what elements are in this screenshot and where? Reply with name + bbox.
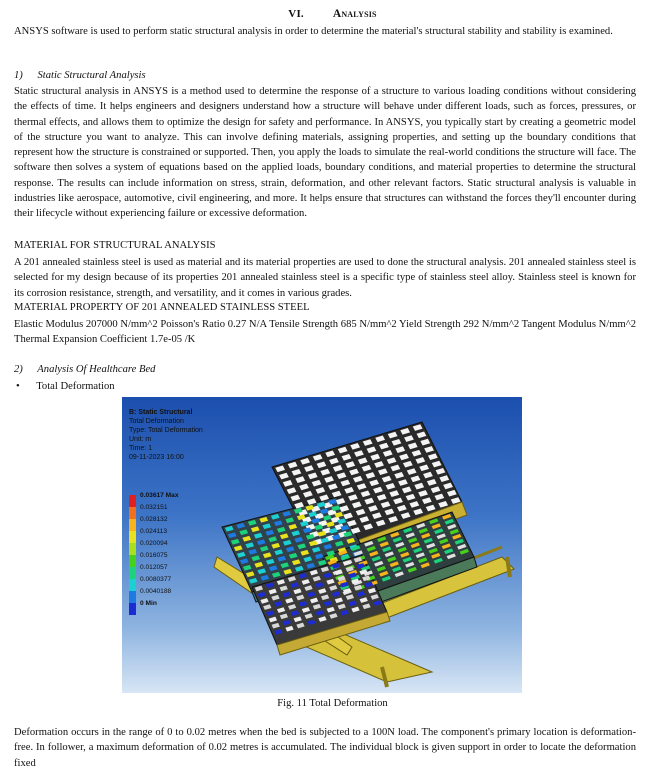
figure-caption: Fig. 11 Total Deformation (277, 698, 388, 709)
legend-header-line: 09-11-2023 16:00 (129, 454, 184, 461)
subsection-healthcare-bed (14, 364, 155, 375)
material-heading: MATERIAL FOR STRUCTURAL ANALYSIS (14, 240, 216, 251)
legend-header-line: Type: Total Deformation (129, 427, 203, 434)
deformation-figure (122, 397, 522, 693)
section-heading (0, 8, 665, 20)
legend-value: 0.032151 (140, 504, 168, 511)
legend-value: 0 Min (140, 600, 157, 607)
legend-value: 0.03617 Max (140, 492, 179, 499)
subsection-title: Analysis Of Healthcare Bed (37, 364, 156, 375)
property-heading: MATERIAL PROPERTY OF 201 ANNEALED STAINLESS STEEL (14, 302, 310, 313)
section-title: Analysis (332, 8, 377, 20)
subsection-number: 2) (14, 364, 23, 375)
legend-value: 0.028132 (140, 516, 168, 523)
legend-header-line: Time: 1 (129, 445, 153, 452)
legend-value: 0.012057 (140, 564, 168, 571)
legend-header-line: Total Deformation (129, 418, 184, 425)
subsection-static-structural (14, 70, 146, 81)
legend-value: 0.0040188 (140, 588, 172, 595)
legend-value: 0.0080377 (140, 576, 172, 583)
legend-header-line: Unit: m (129, 436, 152, 443)
intro-paragraph: ANSYS software is used to perform static structural analysis in order to determine the material's structural stability and stability is examined. (14, 26, 613, 37)
legend-value: 0.020094 (140, 540, 168, 547)
legend-value: 0.024113 (140, 528, 168, 535)
property-paragraph: Elastic Modulus 207000 N/mm^2 Poisson's Ratio 0.27 N/A Tensile Strength 685 N/mm^2 Yield Strength 292 N/mm^2 Tangent Modulus N/mm^2 Thermal Expansion Coefficient 1.7e-05 /K (14, 319, 636, 346)
subsection-number: 1) (14, 70, 23, 81)
section-number: VI. (288, 8, 304, 20)
subsection-title: Static Structural Analysis (37, 70, 146, 81)
material-paragraph: A 201 annealed stainless steel is used as material and its material properties are used to done the structural analysis. 201 annealed stainless steel is selected for my design because of its properties 201 annealed stainless steel is a specific type of stainless steel alloy. Stainless steel is known for its corrosion resistance, strength, and versatility, and it comes in various grades. (14, 257, 636, 299)
legend-header-line: B: Static Structural (129, 409, 193, 416)
deformation-paragraph: Deformation occurs in the range of 0 to 0.02 metres when the bed is subjected to a 100N load. The component's primary location is deformation-free. In follower, a maximum deformation of 0.02 metres is accumulated. The individual block is given support in order to locate the deformation fixed (14, 727, 636, 769)
bullet-item (16, 381, 115, 392)
bullet-text: Total Deformation (36, 381, 115, 392)
bullet-dot: • (16, 381, 20, 392)
bed-model-render (122, 397, 522, 693)
legend-value: 0.016075 (140, 552, 168, 559)
static-analysis-paragraph: Static structural analysis in ANSYS is a method used to determine the response of a structure to various loading conditions without considering the effects of time. It helps engineers and designers understand how a structure will behave under different loads, such as forces, pressures, or thermal effects, and allows them to optimize the design for safety and performance. In ANSYS, you typically start by creating a geometric model of the structure you want to analyze. This can involve defining materials, assigning properties, and setting up the boundary conditions that represent how the structure is constrained or supported. Then, you apply the loads to simulate the real-world conditions the structure will face. The software then solves a system of equations based on the applied loads, boundary conditions, and material properties to determine the structural response. The results can include information on stress, strain, deformation, and other relevant factors. Static structural analysis is valuable in industries like aerospace, automotive, civil engineering, and more. It helps ensure that structures can withstand the forces they'll encounter during their lifecycle without experiencing failure or excessive deformation. (14, 86, 636, 220)
